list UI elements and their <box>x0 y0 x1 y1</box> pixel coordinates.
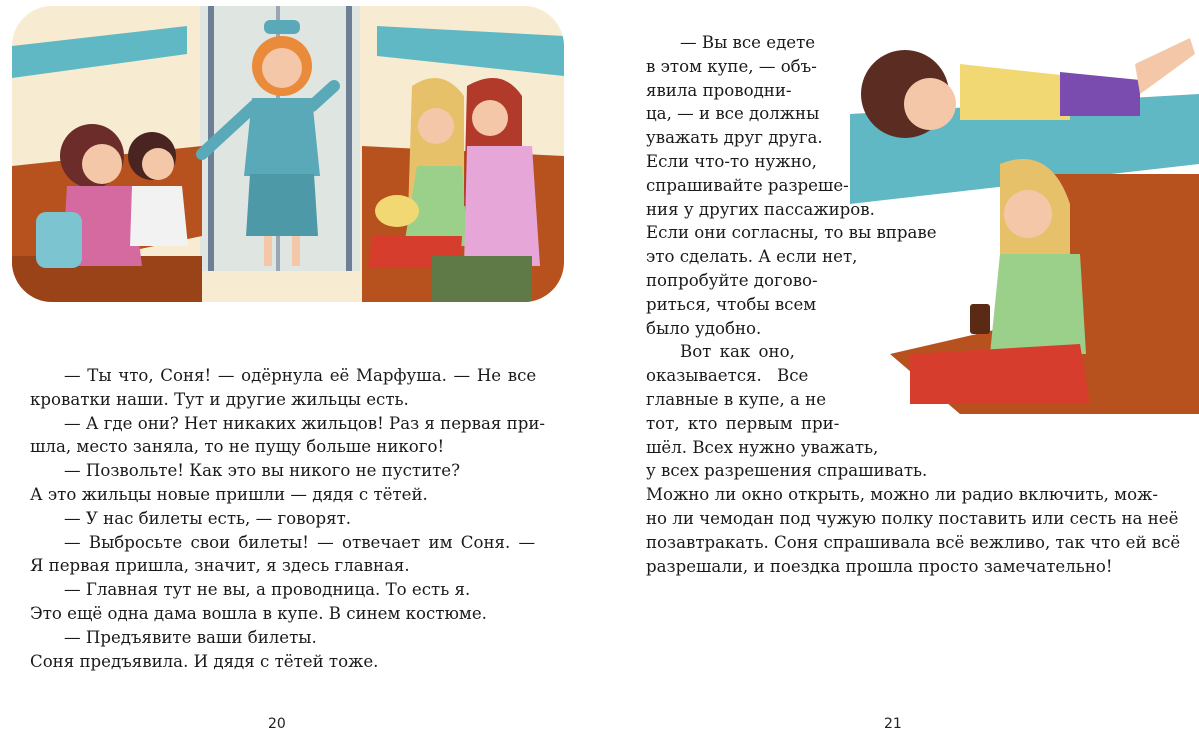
text-line: — Главная тут не вы, а проводница. То есть я. <box>64 580 471 600</box>
text-line: — У нас билеты есть, — говорят. <box>64 508 352 528</box>
text-line: главные в купе, а не <box>646 389 827 409</box>
text-line: Можно ли окно открыть, можно ли радио включить, мож- <box>646 485 1158 505</box>
text-line: разрешали, и поездка прошла просто замечательно! <box>646 556 1113 576</box>
text-line: Я первая пришла, значит, я здесь главная. <box>30 556 410 576</box>
text-line: — Ты что, Соня! — одёрнула её Марфуша. — Не все <box>64 366 537 385</box>
backpack <box>36 212 82 268</box>
text-line: было удобно. <box>646 318 762 338</box>
text-line: шла, место заняла, то не пущу больше никого! <box>30 437 445 457</box>
text-line: шёл. Всех нужно уважать, <box>646 437 879 457</box>
left-page-text <box>30 364 545 673</box>
text-line: у всех разрешения спрашивать. <box>646 461 928 481</box>
page-number-right: 21 <box>884 716 902 732</box>
text-line: риться, чтобы всем <box>646 294 817 314</box>
text-line: — Вы все едете <box>680 33 816 52</box>
text-line: — Выбросьте свои билеты! — отвечает им Соня. — <box>64 532 536 552</box>
text-line: кроватки наши. Тут и другие жильцы есть. <box>30 389 409 409</box>
text-line: Соня предъявила. И дядя с тётей тоже. <box>30 651 379 671</box>
right-page <box>600 0 1199 735</box>
text-line: — Предъявите ваши билеты. <box>64 627 317 647</box>
text-line: — Позвольте! Как это вы никого не пустите? <box>64 461 461 481</box>
right-page-text <box>646 31 1180 578</box>
text-line: позавтракать. Соня спрашивала всё вежливо, так что ей всё <box>646 532 1181 552</box>
text-line: это сделать. А если нет, <box>646 247 858 267</box>
text-line: но ли чемодан под чужую полку поставить или сесть на неё <box>646 508 1179 528</box>
handbag <box>375 195 419 227</box>
text-line: ния у других пассажиров. <box>646 199 875 219</box>
text-line: оказывается. Все <box>646 366 809 386</box>
text-line: Вот как оно, <box>680 342 795 362</box>
text-line: тот, кто первым при- <box>646 413 840 433</box>
text-line: — А где они? Нет никаких жильцов! Раз я первая при- <box>64 413 545 433</box>
text-line: А это жильцы новые пришли — дядя с тётей. <box>30 484 428 504</box>
text-line: Это ещё одна дама вошла в купе. В синем костюме. <box>30 603 487 623</box>
page-number-left: 20 <box>268 716 286 732</box>
text-line: Если что-то нужно, <box>646 151 817 171</box>
text-line: явила проводни- <box>646 80 792 100</box>
text-line: уважать друг друга. <box>646 128 823 148</box>
compartment-illustration <box>12 6 564 302</box>
text-line: Если они согласны, то вы вправе <box>646 223 937 243</box>
text-line: в этом купе, — объ- <box>646 56 817 76</box>
text-line: попробуйте догово- <box>646 270 818 290</box>
text-line: ца, — и все должны <box>646 104 820 124</box>
text-line: спрашивайте разреше- <box>646 175 849 195</box>
